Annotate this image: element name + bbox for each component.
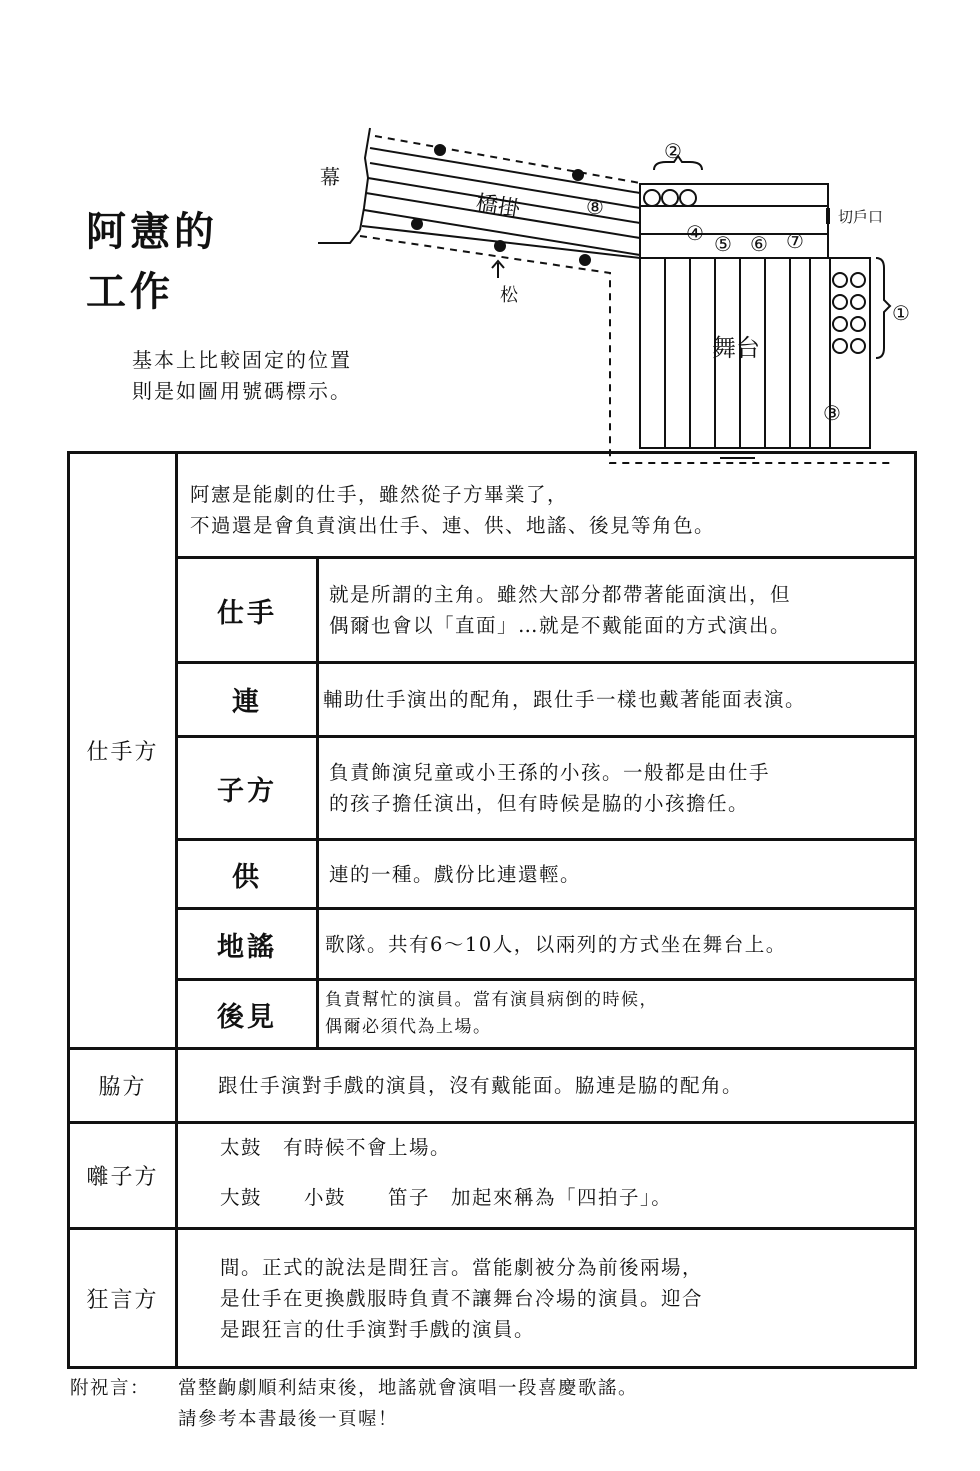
role-kokata-desc: 負責飾演兒童或小王孫的小孩。一般都是由仕手 的孩子擔任演出，但有時候是脇的小孩擔任。 [329, 761, 771, 815]
category-waki-kata: 脇方 [98, 1075, 147, 1100]
footer-label: 附祝言： [70, 1378, 151, 1399]
role-koken-desc: 負責幫忙的演員。當有演員病倒的時候， 偶爾必須代為上場。 [325, 990, 658, 1037]
shite-kata-intro: 阿憲是能劇的仕手，雖然從子方畢業了， 不過還是會負責演出仕手、連、供、地謠、後見等角色。 [190, 483, 716, 537]
heading-line1: 阿憲的 [86, 209, 218, 255]
main-stage-drawing [640, 258, 890, 458]
curtain-label: 幕 [320, 165, 340, 189]
category-shite-kata: 仕手方 [86, 740, 159, 765]
position-7: ⑦ [786, 229, 804, 253]
stage-label: 舞台 [712, 334, 760, 362]
position-6: ⑥ [750, 232, 768, 256]
hayashi-kata-line2: 大鼓 小鼓 笛子 加起來稱為「四拍子」。 [220, 1186, 673, 1209]
hayashi-kata-line1: 太鼓 有時候不會上場。 [220, 1136, 452, 1159]
role-jiutai-desc: 歌隊。共有6～10人，以兩列的方式坐在舞台上。 [325, 932, 787, 956]
position-2: ② [664, 139, 682, 163]
position-1: ① [892, 301, 910, 325]
subtitle-line1: 基本上比較固定的位置 [132, 348, 352, 372]
role-shite-desc: 就是所謂的主角。雖然大部分都帶著能面演出，但 偶爾也會以「直面」…就是不戴能面的方式演出。 [329, 583, 792, 637]
noh-stage-diagram [300, 118, 940, 478]
role-tomo-desc: 連的一種。戲份比連還輕。 [329, 862, 582, 886]
category-kyogen-kata: 狂言方 [86, 1287, 159, 1313]
bridge-label: 橋掛 [474, 191, 522, 223]
role-shite: 仕手 [217, 597, 277, 629]
role-tsure: 連 [232, 687, 262, 718]
pine-label: 松 [500, 285, 518, 306]
position-4: ④ [686, 221, 704, 245]
footer-line2: 請參考本書最後一頁喔！ [178, 1409, 399, 1430]
kyogen-kata-desc: 間。正式的說法是間狂言。當能劇被分為前後兩場， 是仕手在更換戲服時負責不讓舞台冷場的演員。迎合 是跟狂言的仕手演對手戲的演員。 [220, 1255, 704, 1341]
subtitle-line2: 則是如圖用號碼標示。 [132, 379, 352, 403]
position-3: ③ [823, 401, 841, 425]
role-tsure-desc: 輔助仕手演出的配角，跟仕手一樣也戴著能面表演。 [323, 688, 807, 711]
heading-line2: 工作 [86, 269, 174, 315]
role-kokata: 子方 [217, 775, 277, 807]
footer-line1: 當整齣劇順利結束後，地謠就會演唱一段喜慶歌謠。 [178, 1378, 639, 1399]
kirido-label: 切戶口 [838, 208, 884, 226]
role-koken: 後見 [217, 1001, 277, 1033]
position-8: ⑧ [586, 195, 604, 219]
role-tomo: 供 [232, 861, 262, 893]
category-hayashi-kata: 囃子方 [86, 1165, 159, 1190]
waki-kata-desc: 跟仕手演對手戲的演員，沒有戴能面。脇連是脇的配角。 [218, 1074, 744, 1097]
position-5: ⑤ [714, 232, 732, 256]
role-jiutai: 地謠 [217, 931, 277, 963]
